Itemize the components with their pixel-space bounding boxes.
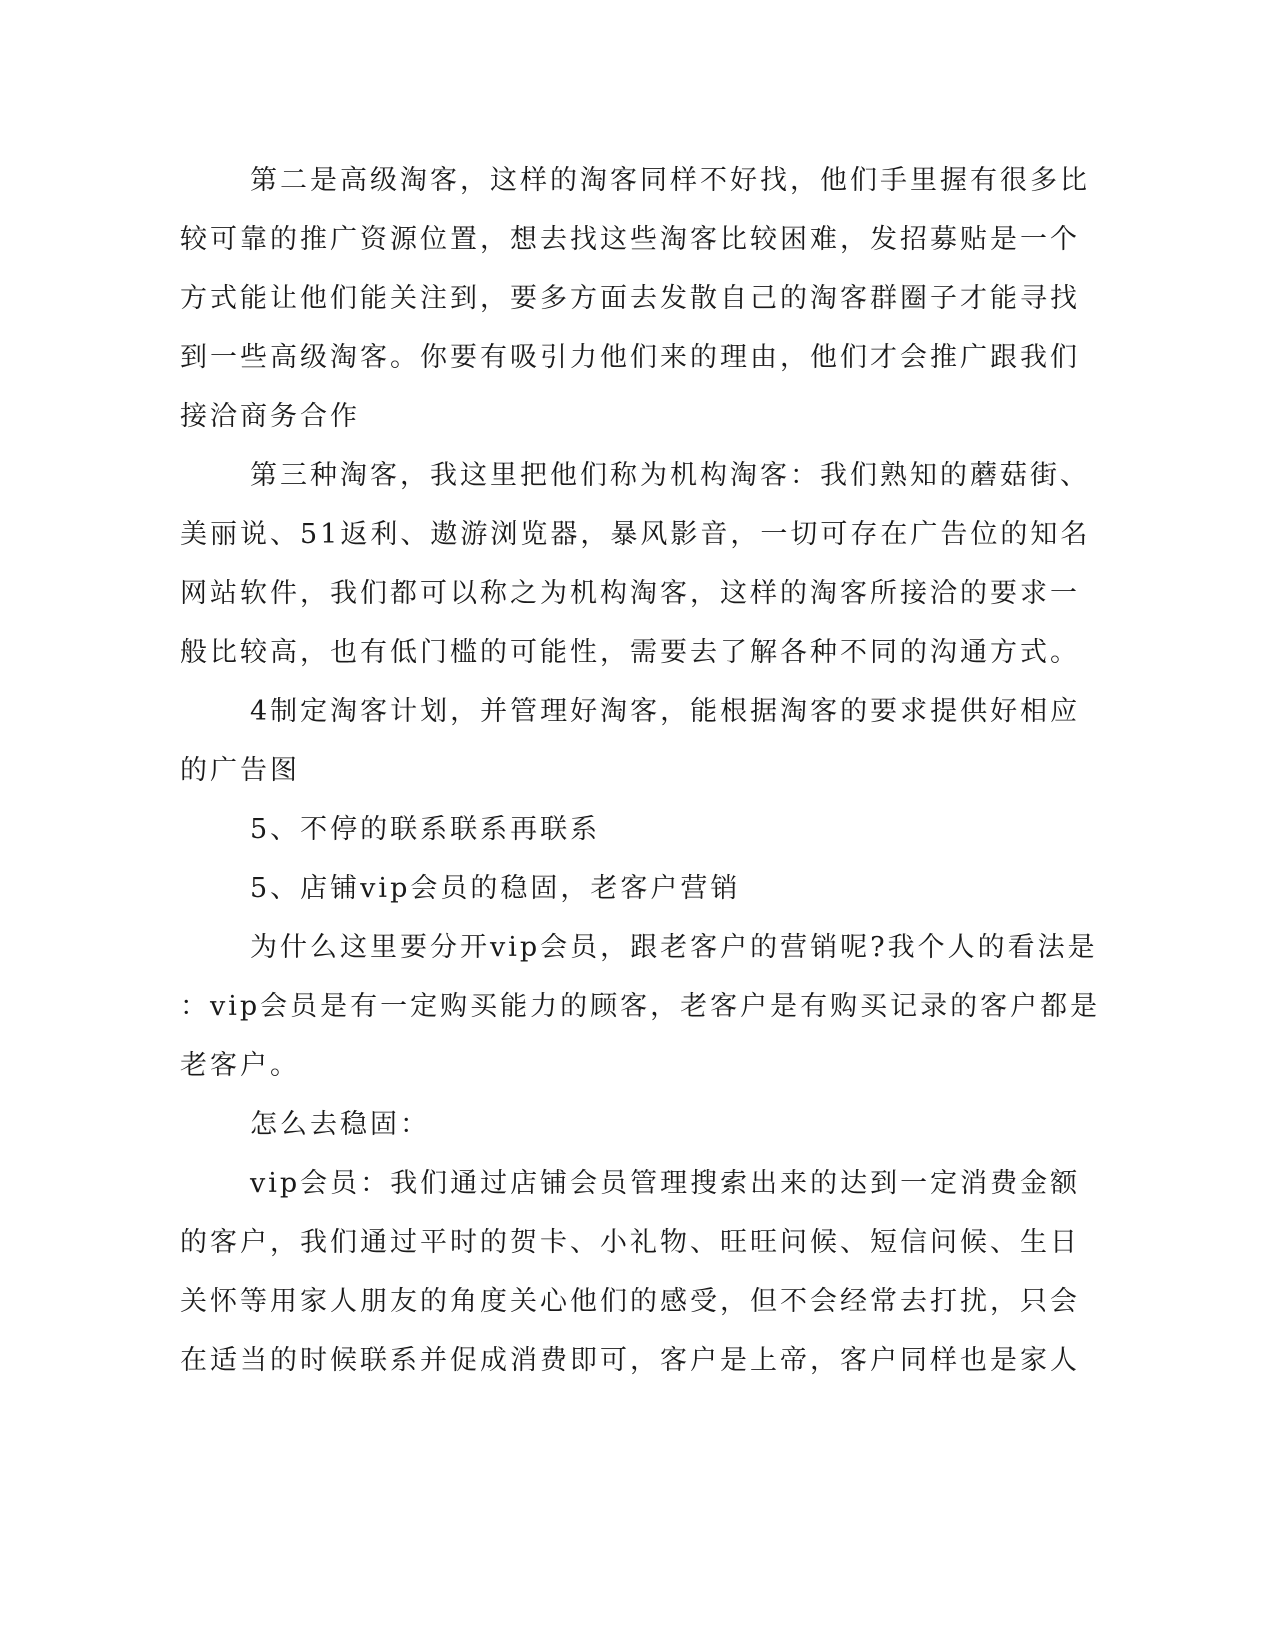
text-line: 5、店铺vip会员的稳固，老客户营销 <box>250 873 741 904</box>
text-line: 关怀等用家人朋友的角度关心他们的感受，但不会经常去打扰，只会 <box>180 1286 1080 1317</box>
text-line: 的广告图 <box>180 755 300 786</box>
text-line: 较可靠的推广资源位置，想去找这些淘客比较困难，发招募贴是一个 <box>180 224 1080 255</box>
text-line: 第二是高级淘客，这样的淘客同样不好找，他们手里握有很多比 <box>250 165 1090 196</box>
text-line: 到一些高级淘客。你要有吸引力他们来的理由，他们才会推广跟我们 <box>180 342 1080 373</box>
text-line: 在适当的时候联系并促成消费即可，客户是上帝，客户同样也是家人 <box>180 1345 1080 1376</box>
text-line: 接洽商务合作 <box>180 401 360 432</box>
text-line: 为什么这里要分开vip会员，跟老客户的营销呢?我个人的看法是 <box>250 932 1098 963</box>
text-line: 老客户。 <box>180 1050 300 1081</box>
text-line: 的客户，我们通过平时的贺卡、小礼物、旺旺问候、短信问候、生日 <box>180 1227 1080 1258</box>
text-line: 4制定淘客计划，并管理好淘客，能根据淘客的要求提供好相应 <box>250 696 1081 727</box>
text-line: 般比较高，也有低门槛的可能性，需要去了解各种不同的沟通方式。 <box>180 637 1080 668</box>
text-line: 网站软件，我们都可以称之为机构淘客，这样的淘客所接洽的要求一 <box>180 578 1080 609</box>
text-line: vip会员：我们通过店铺会员管理搜索出来的达到一定消费金额 <box>250 1168 1081 1199</box>
text-line: ：vip会员是有一定购买能力的顾客，老客户是有购买记录的客户都是 <box>180 991 1101 1022</box>
text-line: 美丽说、51返利、遨游浏览器，暴风影音，一切可存在广告位的知名 <box>180 519 1091 550</box>
text-line: 怎么去稳固： <box>250 1109 430 1140</box>
text-line: 方式能让他们能关注到，要多方面去发散自己的淘客群圈子才能寻找 <box>180 283 1080 314</box>
text-line: 5、不停的联系联系再联系 <box>250 814 601 845</box>
text-line: 第三种淘客，我这里把他们称为机构淘客：我们熟知的蘑菇街、 <box>250 460 1090 491</box>
